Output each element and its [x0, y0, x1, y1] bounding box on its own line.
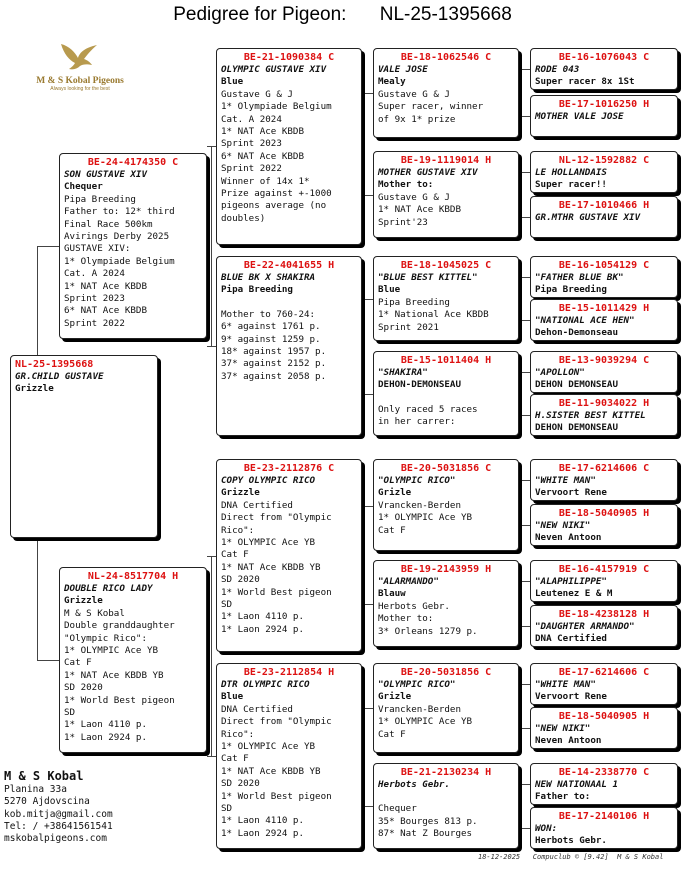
pigeon-color: Blue: [221, 76, 244, 88]
pigeon-name: LE HOLLANDAIS: [535, 167, 607, 178]
ring-number: BE-20-5031856 C: [400, 463, 492, 474]
info-line: Father to: 12* third: [64, 206, 175, 218]
info-line: SD 2020: [221, 574, 260, 586]
pigeon-card-root[interactable]: [10, 355, 158, 538]
info-line: 1* World Best pigeon: [221, 586, 332, 598]
connector-line: [363, 506, 373, 507]
info-line: [378, 392, 514, 404]
connector-line: [363, 604, 373, 605]
ring-number: BE-23-2112876 C: [243, 463, 335, 474]
pigeon-card-ssss[interactable]: [530, 48, 678, 90]
footer: 18-12-2025 Compuclub © [9.42] M & S Kobal: [478, 853, 664, 861]
info-line: 1* OLYMPIC Ace YB: [378, 716, 473, 728]
info-line: 1* NAT Ace KBDB: [378, 204, 461, 216]
pigeon-name: BLUE BK X SHAKIRA: [221, 272, 316, 283]
info-line: Cat F: [378, 524, 406, 536]
pigeon-card-dddd[interactable]: [530, 807, 678, 849]
ring-number: BE-21-2130234 H: [400, 767, 492, 778]
info-line: SD: [221, 599, 233, 611]
info-line: Rico":: [221, 524, 255, 536]
pigeon-name: "NATIONAL ACE HEN": [535, 315, 635, 326]
connector-line: [520, 320, 530, 321]
pigeon-color: Mealy: [378, 76, 406, 88]
info-line: Direct from "Olympic: [221, 512, 332, 524]
info-line: 1* Laon 2924 p.: [64, 731, 147, 743]
info-line: Gustave G & J: [378, 88, 450, 100]
ring-number: BE-17-6214606 C: [558, 463, 650, 474]
pigeon-color: Grizzle: [221, 487, 260, 499]
info-line: DNA Certified: [221, 499, 293, 511]
info-line: "Olympic Rico":: [64, 632, 147, 644]
pigeon-card-ssdd[interactable]: [530, 196, 678, 238]
pigeon-card-sdds[interactable]: [530, 351, 678, 393]
pigeon-card-dds[interactable]: [373, 663, 519, 753]
info-line: 6* NAT Ace KBDB: [64, 305, 147, 317]
info-line: Mother to 760-24:: [221, 308, 316, 320]
pigeon-card-sddd[interactable]: [530, 394, 678, 436]
info-line: 1* NAT Ace KBDB: [64, 280, 147, 292]
pigeon-name: WON:: [535, 823, 558, 834]
pigeon-card-ds[interactable]: [216, 459, 362, 652]
connector-line: [363, 806, 373, 807]
info-line: Only raced 5 races: [378, 403, 478, 415]
ring-number: BE-20-5031856 C: [400, 667, 492, 678]
info-line: Double granddaughter: [64, 620, 175, 632]
page-title: [0, 4, 685, 26]
info-line: Sprint 2021: [378, 321, 439, 333]
pigeon-name: "WHITE MAN": [535, 475, 596, 486]
info-line: in her carrer:: [378, 416, 456, 428]
pigeon-card-sd[interactable]: [216, 256, 362, 436]
connector-line: [520, 784, 530, 785]
pigeon-color: DEHON-DEMONSEAU: [378, 379, 461, 391]
pigeon-card-dssd[interactable]: [530, 504, 678, 546]
connector-line: [520, 480, 530, 481]
info-line: GUSTAVE XIV:: [64, 243, 131, 255]
ring-number: NL-12-1592882 C: [558, 155, 650, 166]
ring-number: NL-24-8517704 H: [87, 571, 179, 582]
pigeon-color: Neven Antoon: [535, 532, 602, 544]
breeder-logo: [26, 42, 134, 92]
connector-line: [37, 246, 38, 356]
info-line: Winner of 14x 1*: [221, 175, 310, 187]
pigeon-card-sss[interactable]: [373, 48, 519, 138]
pigeon-color: Vervoort Rene: [535, 691, 607, 703]
info-line: 1* Laon 4110 p.: [64, 719, 147, 731]
ring-number: BE-18-5040905 H: [558, 711, 650, 722]
connector-line: [520, 828, 530, 829]
connector-line: [363, 394, 373, 395]
info-line: 1* NAT Ace KBDB YB: [221, 561, 321, 573]
pigeon-name: "APOLLON": [535, 367, 585, 378]
pigeon-color: Grizle: [378, 487, 412, 499]
owner-email: kob.mitja@gmail.com: [4, 808, 113, 820]
ring-number: BE-24-4174350 C: [87, 157, 179, 168]
connector-line: [520, 415, 530, 416]
owner-website: mskobalpigeons.com: [4, 833, 107, 845]
pigeon-card-ssds[interactable]: [530, 151, 678, 193]
pigeon-name: SON GUSTAVE XIV: [64, 169, 147, 180]
pigeon-name: GR.MTHR GUSTAVE XIV: [535, 212, 641, 223]
info-line: 35* Bourges 813 p.: [378, 815, 478, 827]
pigeon-color: Grizzle: [15, 383, 54, 395]
info-line: 1* NAT Ace KBDB YB: [221, 765, 321, 777]
info-line: 3* Orleans 1279 p.: [378, 625, 478, 637]
info-line: Pipa Breeding: [64, 193, 136, 205]
ring-number: BE-21-1090384 C: [243, 52, 335, 63]
pigeon-color: Super racer 8x 1St: [535, 76, 635, 88]
logo-tagline: Always looking for the best: [50, 86, 110, 92]
info-line: 1* World Best pigeon: [64, 694, 175, 706]
ring-number: BE-18-5040905 H: [558, 508, 650, 519]
info-line: Sprint'23: [378, 216, 428, 228]
pigeon-color: Pipa Breeding: [535, 284, 607, 296]
pigeon-color: DEHON DEMONSEAU: [535, 422, 618, 434]
info-line: Cat F: [221, 753, 249, 765]
info-line: Cat F: [378, 728, 406, 740]
connector-line: [211, 146, 212, 346]
connector-line: [520, 116, 530, 117]
pigeon-name: H.SISTER BEST KITTEL: [535, 410, 646, 421]
ring-number: BE-11-9034022 H: [558, 398, 650, 409]
info-line: Gustave G & J: [221, 88, 293, 100]
pigeon-name: COPY OLYMPIC RICO: [221, 475, 316, 486]
info-line: Final Race 500km: [64, 218, 153, 230]
pigeon-name: DOUBLE RICO LADY: [64, 583, 153, 594]
ring-number: BE-19-1119014 H: [400, 155, 492, 166]
connector-line: [37, 660, 60, 661]
connector-line: [37, 246, 60, 247]
info-line: of 9x 1* prize: [378, 113, 456, 125]
connector-line: [207, 756, 216, 757]
pigeon-name: "NEW NIKI": [535, 520, 591, 531]
ring-number: BE-17-1010466 H: [558, 200, 650, 211]
info-line: 1* OLYMPIC Ace YB: [221, 537, 316, 549]
pigeon-card-ssd[interactable]: [373, 151, 519, 238]
connector-line: [520, 581, 530, 582]
info-line: M & S Kobal: [64, 607, 125, 619]
info-line: Direct from "Olympic: [221, 716, 332, 728]
pigeon-card-dsd[interactable]: [373, 560, 519, 647]
info-line: Avirings Derby 2025: [64, 231, 170, 243]
pigeon-name: "BLUE BEST KITTEL": [378, 272, 478, 283]
connector-line: [520, 277, 530, 278]
ring-number: BE-18-1045025 C: [400, 260, 492, 271]
ring-number: NL-25-1395668: [15, 359, 94, 370]
pigeon-color: Father to:: [535, 791, 591, 803]
pigeon-card-dsdd[interactable]: [530, 605, 678, 647]
logo-name: M & S Kobal Pigeons: [36, 76, 124, 86]
ring-number: BE-15-1011404 H: [400, 355, 492, 366]
pigeon-color: Vervoort Rene: [535, 487, 607, 499]
ring-number: BE-19-2143959 H: [400, 564, 492, 575]
ring-number: BE-16-1076043 C: [558, 52, 650, 63]
info-line: [221, 297, 357, 309]
ring-number: BE-18-1062546 C: [400, 52, 492, 63]
title-label: Pedigree for Pigeon:: [173, 4, 347, 25]
info-line: Sprint 2022: [64, 317, 125, 329]
pigeon-card-sds[interactable]: [373, 256, 519, 341]
pigeon-color: Super racer!!: [535, 179, 607, 191]
pigeon-card-ddsd[interactable]: [530, 707, 678, 749]
pigeon-card-ddds[interactable]: [530, 763, 678, 805]
connector-line: [520, 372, 530, 373]
pigeon-name: MOTHER GUSTAVE XIV: [378, 167, 478, 178]
info-line: Mother to:: [378, 613, 434, 625]
pigeon-name: RODE 043: [535, 64, 580, 75]
connector-line: [520, 684, 530, 685]
info-line: 1* Laon 4110 p.: [221, 815, 304, 827]
pigeon-color: Neven Antoon: [535, 735, 602, 747]
info-line: 1* Olympiade Belgium: [64, 255, 175, 267]
info-line: Cat F: [221, 549, 249, 561]
info-line: Sprint 2023: [64, 293, 125, 305]
pigeon-name: "DAUGHTER ARMANDO": [535, 621, 635, 632]
pigeon-name: OLYMPIC GUSTAVE XIV: [221, 64, 327, 75]
info-line: 9* against 1259 p.: [221, 333, 321, 345]
pigeon-card-ss[interactable]: [216, 48, 362, 245]
pigeon-name: "ALARMANDO": [378, 576, 439, 587]
info-line: 1* OLYMPIC Ace YB: [221, 741, 316, 753]
pigeon-name: GR.CHILD GUSTAVE: [15, 371, 104, 382]
info-line: Herbots Gebr.: [378, 600, 450, 612]
connector-line: [520, 217, 530, 218]
pigeon-name: "OLYMPIC RICO": [378, 679, 456, 690]
info-line: Vrancken-Berden: [378, 703, 461, 715]
ring-number: BE-17-2140106 H: [558, 811, 650, 822]
owner-city: 5270 Ajdovscina: [4, 796, 90, 808]
info-line: pigeons average (no: [221, 200, 327, 212]
ring-number: BE-23-2112854 H: [243, 667, 335, 678]
info-line: Rico":: [221, 728, 255, 740]
connector-line: [363, 708, 373, 709]
connector-line: [37, 537, 38, 660]
info-line: Sprint 2023: [221, 138, 282, 150]
pigeon-color: Grizzle: [64, 595, 103, 607]
info-line: SD 2020: [64, 682, 103, 694]
info-line: Sprint 2022: [221, 163, 282, 175]
info-line: SD 2020: [221, 778, 260, 790]
ring-number: BE-17-1016250 H: [558, 99, 650, 110]
info-line: 6* NAT Ace KBDB: [221, 150, 304, 162]
info-line: Vrancken-Berden: [378, 499, 461, 511]
pigeon-card-sire[interactable]: [59, 153, 207, 339]
ring-number: BE-22-4041655 H: [243, 260, 335, 271]
owner-info: [4, 770, 113, 845]
owner-phone: Tel: / +38641561541: [4, 820, 113, 832]
pigeon-color: Dehon-Demonseau: [535, 327, 618, 339]
info-line: Gustave G & J: [378, 191, 450, 203]
info-line: 1* Laon 4110 p.: [221, 611, 304, 623]
connector-line: [211, 556, 212, 756]
connector-line: [520, 626, 530, 627]
info-line: Chequer: [378, 803, 417, 815]
pigeon-color: Blue: [221, 691, 244, 703]
owner-address: Planina 33a: [4, 784, 67, 796]
info-line: 1* Laon 2924 p.: [221, 827, 304, 839]
pigeon-color: Herbots Gebr.: [535, 835, 607, 847]
pigeon-card-sdss[interactable]: [530, 256, 678, 298]
ring-number: BE-15-1011429 H: [558, 303, 650, 314]
info-line: SD: [221, 803, 233, 815]
pigeon-name: "FATHER BLUE BK": [535, 272, 624, 283]
connector-line: [363, 93, 373, 94]
pigeon-color: Leutenez E & M: [535, 588, 613, 600]
info-line: Cat. A 2024: [221, 113, 282, 125]
pigeon-color: DEHON DEMONSEAU: [535, 379, 618, 391]
pigeon-color: Pipa Breeding: [221, 284, 293, 296]
pigeon-color: Mother to:: [378, 179, 434, 191]
connector-line: [520, 525, 530, 526]
title-ring: NL-25-1395668: [379, 4, 512, 25]
info-line: 1* National Ace KBDB: [378, 309, 489, 321]
info-line: Super racer, winner: [378, 101, 484, 113]
pigeon-card-dam[interactable]: [59, 567, 207, 753]
info-line: SD: [64, 707, 76, 719]
pigeon-name: "NEW NIKI": [535, 723, 591, 734]
info-line: 87* Nat Z Bourges: [378, 828, 473, 840]
info-line: 37* against 2152 p.: [221, 358, 327, 370]
ring-number: BE-13-9039294 C: [558, 355, 650, 366]
pigeon-name: NEW NATIONAAL 1: [535, 779, 618, 790]
pigeon-name: Herbots Gebr.: [378, 779, 450, 790]
pigeon-color: Blauw: [378, 588, 406, 600]
info-line: 18* against 1957 p.: [221, 346, 327, 358]
pigeon-color: DNA Certified: [535, 633, 607, 645]
info-line: [378, 791, 514, 803]
pigeon-name: MOTHER VALE JOSE: [535, 111, 624, 122]
pigeon-name: VALE JOSE: [378, 64, 428, 75]
info-line: 1* Laon 2924 p.: [221, 623, 304, 635]
ring-number: BE-16-4157919 C: [558, 564, 650, 575]
info-line: 1* Olympiade Belgium: [221, 101, 332, 113]
info-line: 1* OLYMPIC Ace YB: [64, 645, 159, 657]
info-line: doubles): [221, 212, 266, 224]
owner-name: M & S Kobal: [4, 769, 84, 783]
connector-line: [520, 172, 530, 173]
info-line: Cat F: [64, 657, 92, 669]
pigeon-card-ddd[interactable]: [373, 763, 519, 849]
connector-line: [207, 346, 216, 347]
connector-line: [363, 195, 373, 196]
info-line: 1* NAT Ace KBDB YB: [64, 669, 164, 681]
pigeon-name: "SHAKIRA": [378, 367, 428, 378]
info-line: 1* World Best pigeon: [221, 790, 332, 802]
ring-number: BE-14-2338770 C: [558, 767, 650, 778]
ring-number: BE-16-1054129 C: [558, 260, 650, 271]
pigeon-card-dd[interactable]: [216, 663, 362, 849]
connector-line: [520, 69, 530, 70]
pigeon-name: "WHITE MAN": [535, 679, 596, 690]
pigeon-name: "ALAPHILIPPE": [535, 576, 607, 587]
pigeon-name: DTR OLYMPIC RICO: [221, 679, 310, 690]
connector-line: [363, 299, 373, 300]
info-line: 37* against 2058 p.: [221, 370, 327, 382]
pigeon-color: Grizle: [378, 691, 412, 703]
ring-number: BE-18-4238128 H: [558, 609, 650, 620]
pigeon-card-sdd[interactable]: [373, 351, 519, 436]
connector-line: [520, 728, 530, 729]
ring-number: BE-17-6214606 C: [558, 667, 650, 678]
info-line: 1* NAT Ace KBDB: [221, 126, 304, 138]
pigeon-card-ddss[interactable]: [530, 663, 678, 705]
info-line: Cat. A 2024: [64, 268, 125, 280]
pigeon-name: "OLYMPIC RICO": [378, 475, 456, 486]
pigeon-card-dss[interactable]: [373, 459, 519, 551]
info-line: DNA Certified: [221, 703, 293, 715]
info-line: 1* OLYMPIC Ace YB: [378, 512, 473, 524]
pigeon-color: Blue: [378, 284, 401, 296]
pigeon-card-sdsd[interactable]: [530, 299, 678, 341]
info-line: Prize against +-1000: [221, 188, 332, 200]
dove-icon: [57, 42, 103, 72]
pigeon-card-dsss[interactable]: [530, 459, 678, 501]
pigeon-card-dsds[interactable]: [530, 560, 678, 602]
pigeon-card-sssd[interactable]: [530, 95, 678, 137]
info-line: Pipa Breeding: [378, 296, 450, 308]
info-line: 6* against 1761 p.: [221, 321, 321, 333]
pigeon-color: Chequer: [64, 181, 103, 193]
